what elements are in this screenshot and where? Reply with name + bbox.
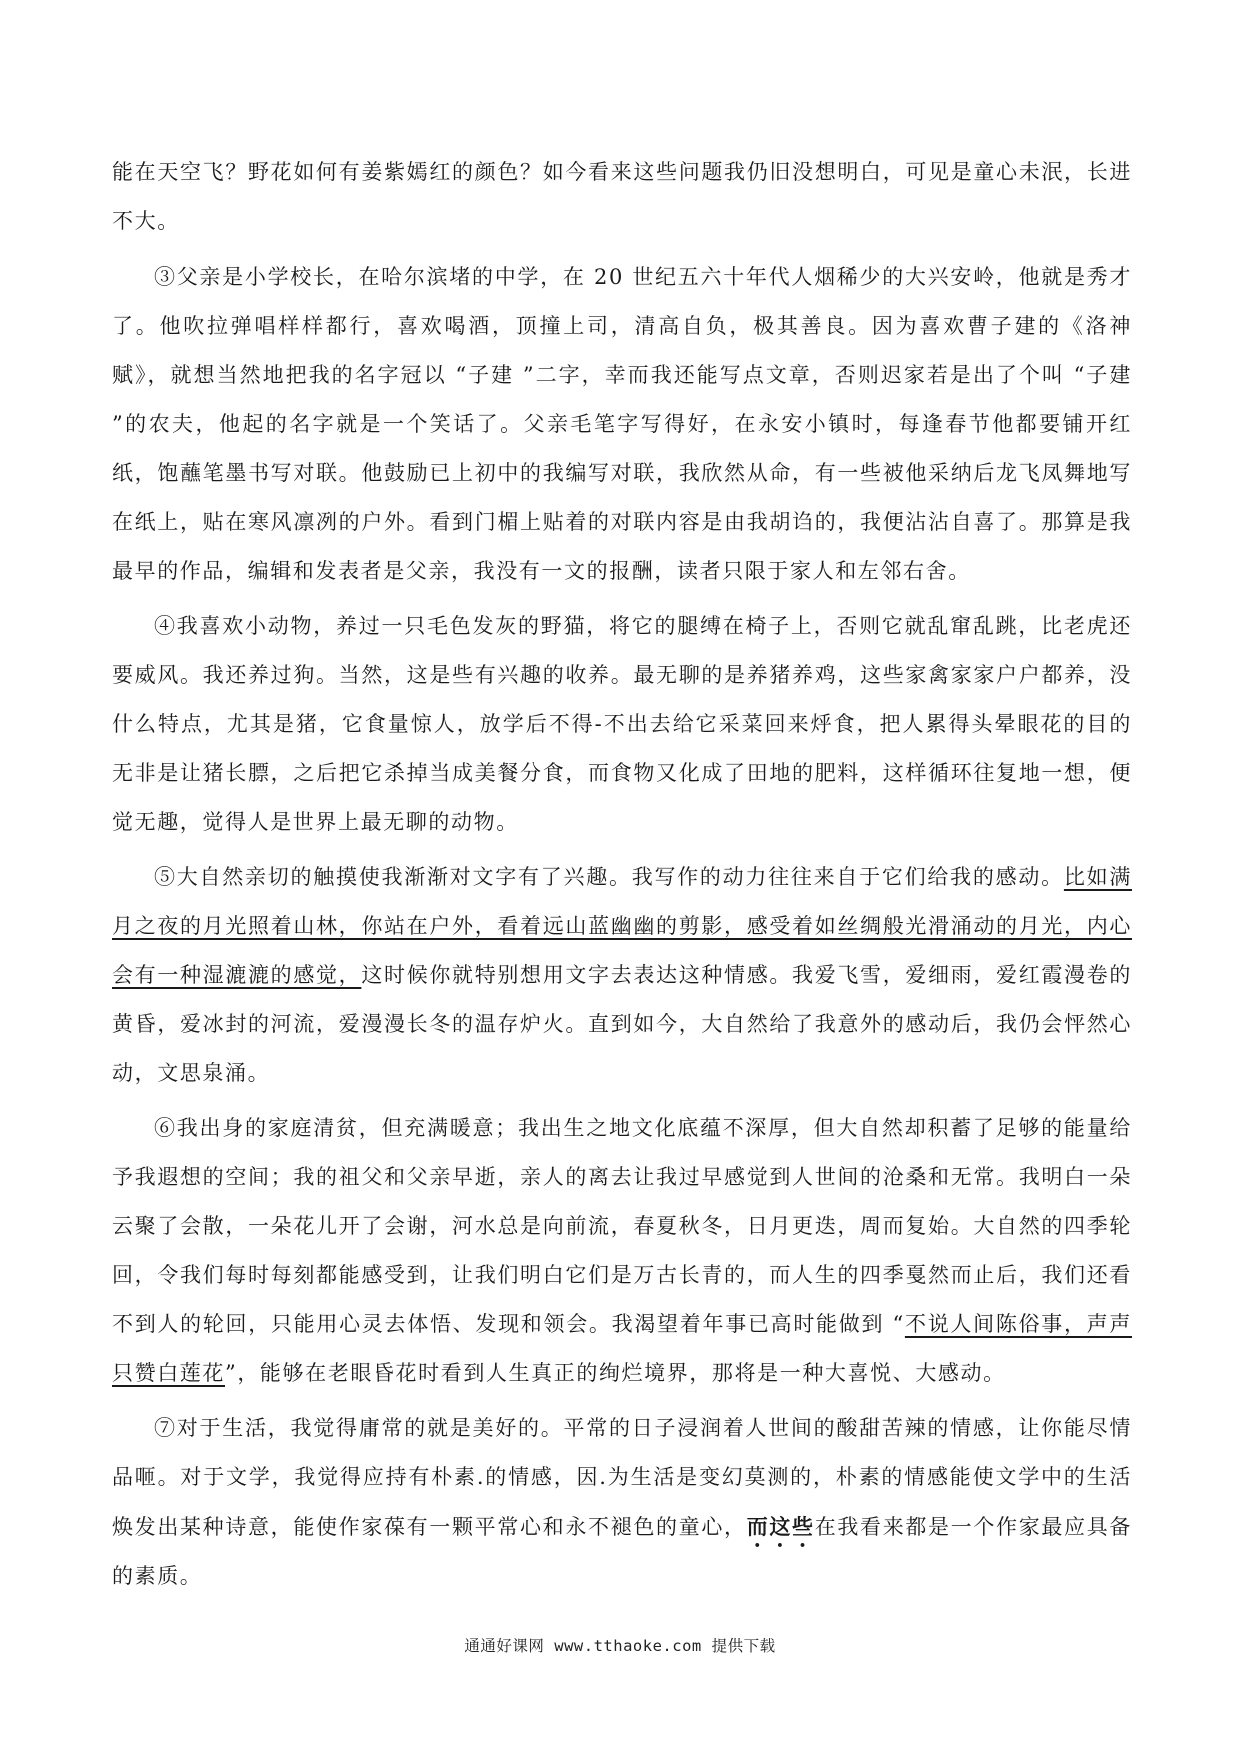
paragraph-3: ③父亲是小学校长，在哈尔滨堵的中学，在 20 世纪五六十年代人烟稀少的大兴安岭，他就是秀才了。他吹拉弹唱样样都行，喜欢喝酒，顶撞上司，清高自负，极其善良。因为喜欢曹子建的《洛神赋》，就想当然地把我的名字冠以 “子建 ”二字，幸而我还能写点文章，否则迟家若是出了个叫 “子建 ”的农夫，他起的名字就是一个笑话了。父亲毛笔字写得好，在永安小镇时，每逢春节他都要铺开红纸，饱蘸笔墨书写对联。他鼓励已上初中的我编写对联，我欣然从命，有一些被他采纳后龙飞凤舞地写在纸上，贴在寒风凛冽的户外。看到门楣上贴着的对联内容是由我胡诌的，我便沾沾自喜了。那算是我最早的作品，编辑和发表者是父亲，我没有一文的报酬，读者只限于家人和左邻右舍。 <box>112 265 1132 583</box>
underlined-sentence: 比如满月之夜的月光照着山林，你站在户外，看着远山蓝幽幽的剪影，感受着如丝绸般光滑涌动的月光，内心会有一种湿漉漉的感觉， <box>112 865 1132 987</box>
paragraph-5 <box>112 853 1132 1098</box>
emphasized-phrase: 而这些 <box>746 1514 815 1539</box>
document-body <box>112 148 1132 1601</box>
paragraph-6-text-cont: ”，能够在老眼昏花时看到人生真正的绚烂境界，那将是一种大喜悦、大感动。 <box>225 1361 1006 1385</box>
underlined-quote: 不说人间陈俗事，声声只赞白莲花 <box>112 1312 1132 1385</box>
paragraph-5-text-cont: 这时候你就特别想用文字去表达这种情感。我爱飞雪，爱细雨，爱红霞漫卷的黄昏，爱冰封的河流，爱漫漫长冬的温存炉火。直到如今，大自然给了我意外的感动后，我仍会怦然心动，文思泉涌。 <box>112 963 1132 1085</box>
paragraph-7 <box>112 1404 1132 1601</box>
paragraph-6-text: ⑥我出身的家庭清贫，但充满暖意；我出生之地文化底蕴不深厚，但大自然却积蓄了足够的能量给予我遐想的空间；我的祖父和父亲早逝，亲人的离去让我过早感觉到人世间的沧桑和无常。我明白一朵云聚了会散，一朵花儿开了会谢，河水总是向前流，春夏秋冬，日月更迭，周而复始。大自然的四季轮回，令我们每时每刻都能感受到，让我们明白它们是万古长青的，而人生的四季戛然而止后，我们还看不到人的轮回，只能用心灵去体悟、发现和领会。我渴望着年事已高时能做到 “ <box>112 1116 1132 1336</box>
page-footer: 通通好课网 www.tthaoke.com 提供下载 <box>464 1637 776 1655</box>
paragraph-5-text: ⑤大自然亲切的触摸使我渐渐对文字有了兴趣。我写作的动力往往来自于它们给我的感动。 <box>154 865 1064 889</box>
paragraph-6 <box>112 1104 1132 1398</box>
paragraph-continued: 能在天空飞？野花如何有姜紫嫣红的颜色？如今看来这些问题我仍旧没想明白，可见是童心未泯，长进不大。 <box>112 160 1132 233</box>
paragraph-7-text-cont: 在我看来都是一个作家最应具备的素质。 <box>112 1515 1132 1588</box>
paragraph-4: ④我喜欢小动物，养过一只毛色发灰的野猫，将它的腿缚在椅子上，否则它就乱窜乱跳，比老虎还要威风。我还养过狗。当然，这是些有兴趣的收养。最无聊的是养猪养鸡，这些家禽家家户户都养，没什么特点，尤其是猪，它食量惊人，放学后不得-不出去给它采菜回来烀食，把人累得头晕眼花的目的无非是让猪长膘，之后把它杀掉当成美餐分食，而食物又化成了田地的肥料，这样循环往复地一想，便觉无趣，觉得人是世界上最无聊的动物。 <box>112 614 1132 834</box>
paragraph-7-text: ⑦对于生活，我觉得庸常的就是美好的。平常的日子浸润着人世间的酸甜苦辣的情感，让你能尽情品咂。对于文学，我觉得应持有朴素.的情感，因.为生活是变幻莫测的，朴素的情感能使文学中的生活焕发出某种诗意，能使作家葆有一颗平常心和永不褪色的童心， <box>112 1416 1132 1539</box>
